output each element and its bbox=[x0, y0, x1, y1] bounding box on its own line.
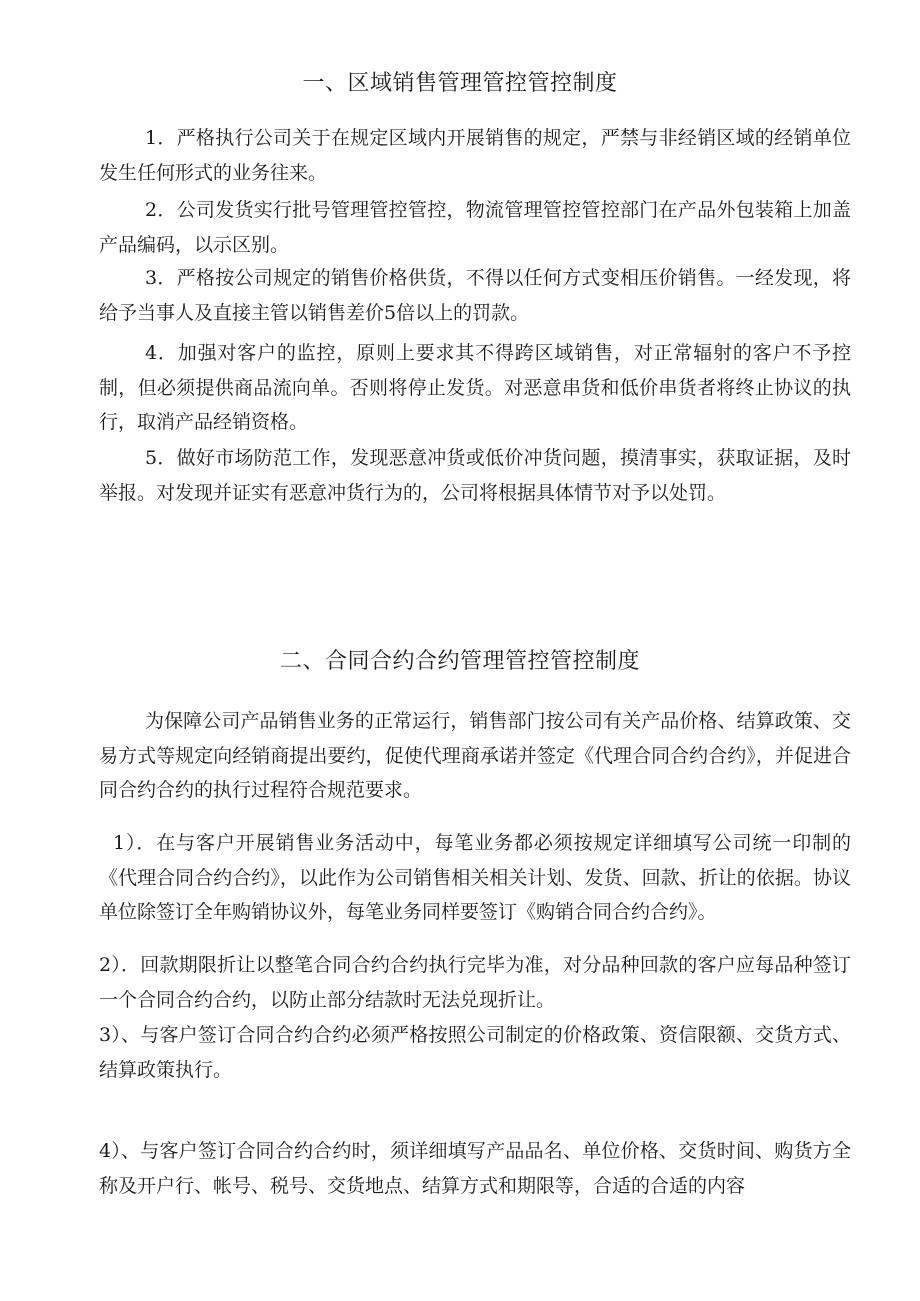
section-1-item-1: 1．严格执行公司关于在规定区域内开展销售的规定，严禁与非经销区域的经销单位发生任何形式的业务往来。 bbox=[99, 127, 851, 184]
section-2-item-2: 2）．回款期限折让以整笔合同合约合约执行完毕为准，对分品种回款的客户应每品种签订一个合同合约合约，以防止部分结款时无法兑现折让。 bbox=[99, 954, 851, 1011]
section-1-item-5: 5．做好市场防范工作，发现恶意冲货或低价冲货问题，摸清事实，获取证据，及时举报。对发现并证实有恶意冲货行为的，公司将根据具体情节对予以处罚。 bbox=[99, 447, 851, 504]
section-2-item-1: 1）．在与客户开展销售业务活动中，每笔业务都必须按规定详细填写公司统一印制的《代理合同合约合约》，以此作为公司销售相关相关计划、发货、回款、折让的依据。协议单位除签订全年购销协议外，每笔业务同样要签订《购销合同合约合约》。 bbox=[99, 832, 851, 923]
section-1-item-4: 4．加强对客户的监控，原则上要求其不得跨区域销售，对正常辐射的客户不予控制，但必须提供商品流向单。否则将停止发货。对恶意串货和低价串货者将终止协议的执行，取消产品经销资格。 bbox=[99, 342, 851, 433]
section-2-heading: 二、合同合约合约管理管控管控制度 bbox=[279, 649, 640, 674]
section-2-intro: 为保障公司产品销售业务的正常运行，销售部门按公司有关产品价格、结算政策、交易方式等规定向经销商提出要约，促使代理商承诺并签定《代理合同合约合约》，并促进合同合约合约的执行过程符合规范要求。 bbox=[99, 710, 851, 801]
section-2-item-3: 3）、与客户签订合同合约合约必须严格按照公司制定的价格政策、资信限额、交货方式、结算政策执行。 bbox=[99, 1024, 851, 1081]
section-1-item-3: 3．严格按公司规定的销售价格供货，不得以任何方式变相压价销售。一经发现，将给予当事人及直接主管以销售差价5倍以上的罚款。 bbox=[99, 267, 851, 324]
section-1-item-2: 2．公司发货实行批号管理管控管控，物流管理管控管控部门在产品外包装箱上加盖产品编码，以示区别。 bbox=[99, 199, 851, 256]
section-1-heading: 一、区域销售管理管控管控制度 bbox=[302, 71, 618, 96]
section-2-item-4: 4）、与客户签订合同合约合约时，须详细填写产品品名、单位价格、交货时间、购货方全称及开户行、帐号、税号、交货地点、结算方式和期限等，合适的合适的内容 bbox=[99, 1140, 851, 1197]
